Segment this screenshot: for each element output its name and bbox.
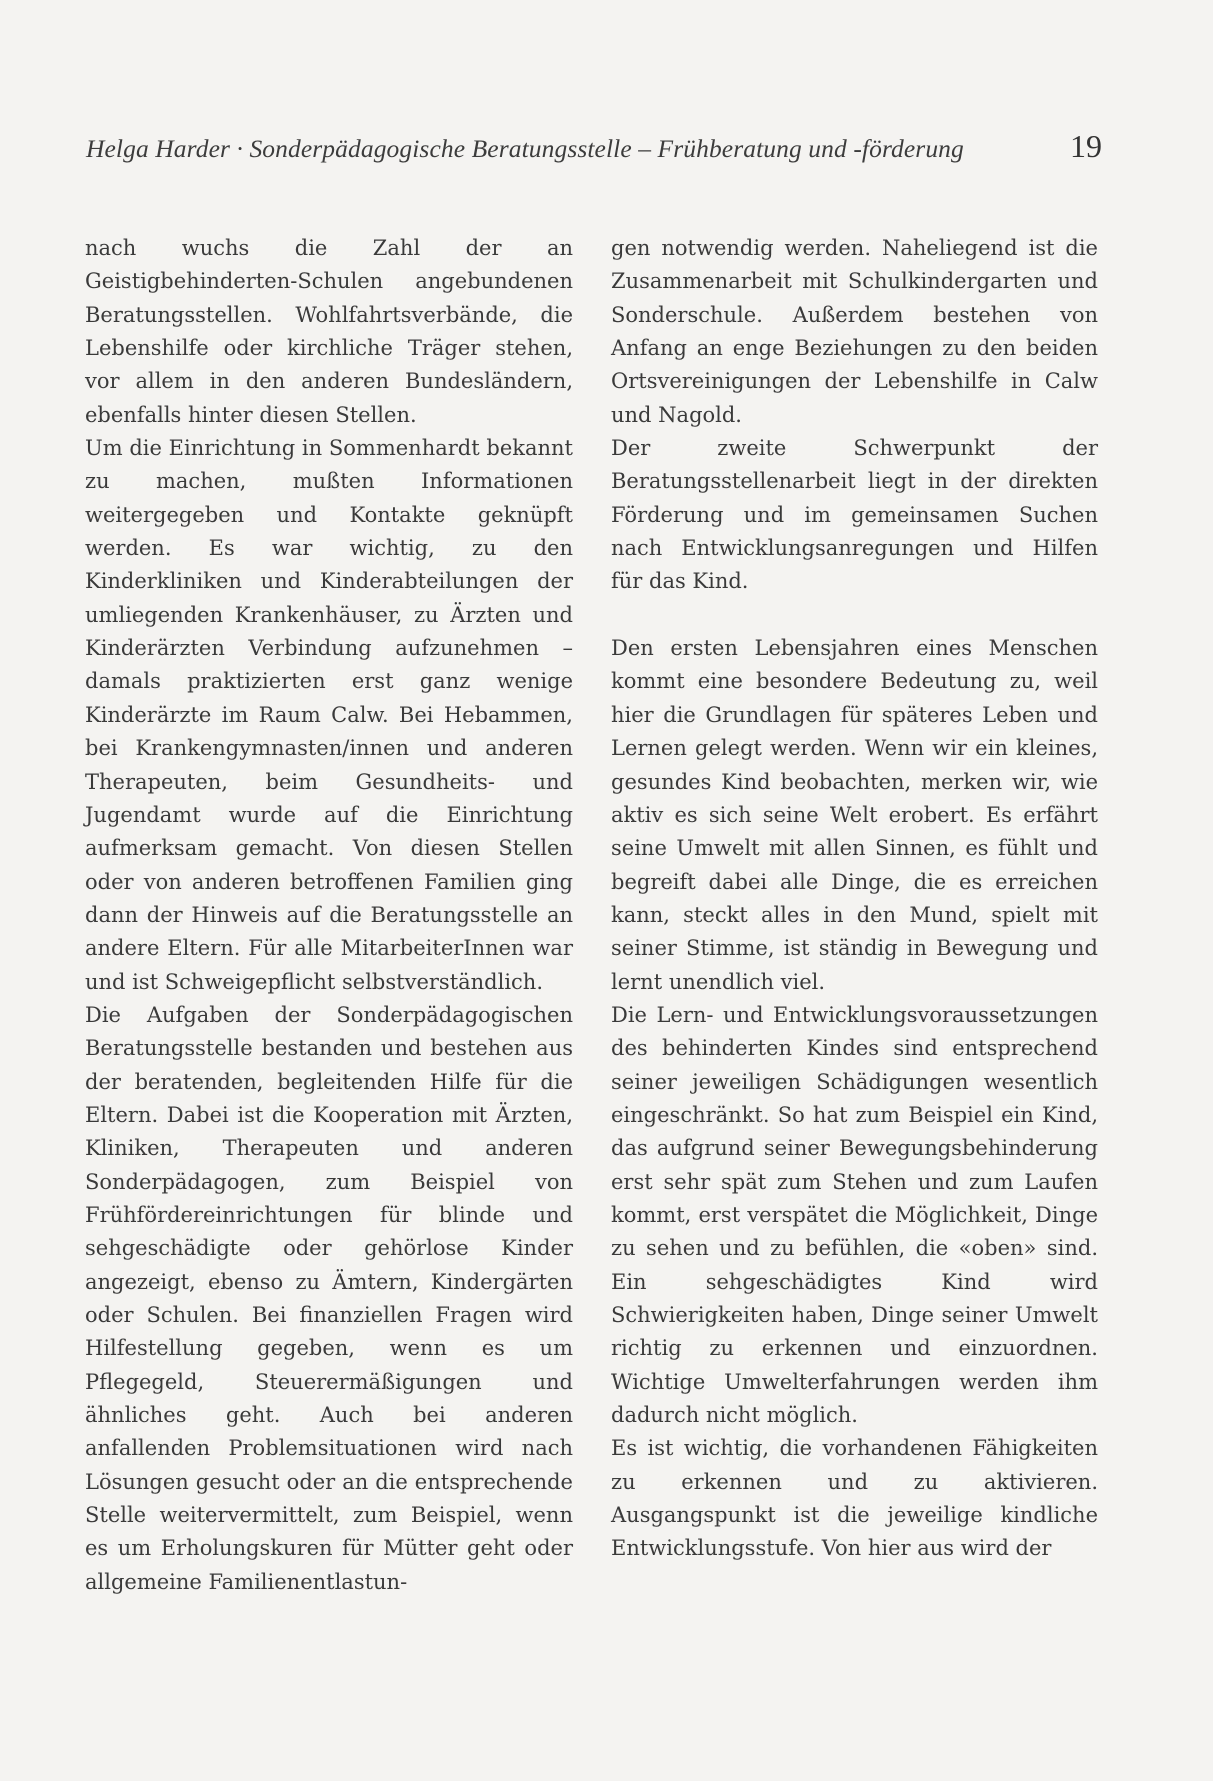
right-paragraph-5: Es ist wichtig, die vorhandenen Fähigkeiten zu erkennen und zu aktivieren. Ausgangspunkt ist die jeweilige kindliche Entwicklungsstufe. Von hier aus wird der [611,1436,1098,1561]
left-paragraph-2: Um die Einrichtung in Sommenhardt bekannt zu machen, mußten Informationen weitergegeben und Kontakte geknüpft werden. Es war wichtig, zu den Kinderkliniken und Kinderabteilungen der umliegenden Krankenhäuser, zu Ärzten und Kinderärzten Verbindung aufzunehmen – damals praktizierten erst ganz wenige Kinderärzte im Raum Calw. Bei Hebammen, bei Krankengymnasten/innen und anderen Therapeuten, beim Gesundheits- und Jugendamt wurde auf die Einrichtung aufmerksam gemacht. Von diesen Stellen oder von anderen betroffenen Familien ging dann der Hinweis auf die Beratungsstelle an andere Eltern. Für alle MitarbeiterInnen war und ist Schweigepflicht selbstverständlich. [85,436,573,994]
right-paragraph-4: Die Lern- und Entwicklungsvoraussetzungen des behinderten Kindes sind entsprechend seiner jeweiligen Schädigungen wesentlich eingeschränkt. So hat zum Beispiel ein Kind, das aufgrund seiner Bewegungsbehinderung erst sehr spät zum Stehen und zum Laufen kommt, erst verspätet die Möglichkeit, Dinge zu sehen und zu befühlen, die «oben» sind. Ein sehgeschädigtes Kind wird Schwierigkeiten haben, Dinge seiner Umwelt richtig zu erkennen und einzuordnen. Wichtige Umwelterfahrungen werden ihm dadurch nicht möglich. [611,1002,1098,1428]
left-paragraph-1: nach wuchs die Zahl der an Geistigbehinderten-Schulen angebundenen Beratungsstellen. Wohlfahrtsverbände, die Lebenshilfe oder kirchliche Träger stehen, vor allem in den anderen Bundesländern, ebenfalls hinter diesen Stellen. [85,236,573,427]
header-title: Helga Harder · Sonderpädagogische Beratungsstelle – Frühberatung und -förderung [86,134,964,163]
left-column [85,232,573,1599]
right-paragraph-3: Den ersten Lebensjahren eines Menschen kommt eine besondere Bedeutung zu, weil hier die Grundlagen für späteres Leben und Lernen gelegt werden. Wenn wir ein kleines, gesundes Kind beobachten, merken wir, wie aktiv es sich seine Welt erobert. Es erfährt seine Umwelt mit allen Sinnen, es fühlt und begreift dabei alle Dinge, die es erreichen kann, steckt alles in den Mund, spielt mit seiner Stimme, ist ständig in Bewegung und lernt unendlich viel. [611,636,1098,994]
right-column [611,232,1098,1566]
running-header [86,128,1102,172]
left-paragraph-3: Die Aufgaben der Sonderpädagogischen Beratungsstelle bestanden und bestehen aus der beratenden, begleitenden Hilfe für die Eltern. Dabei ist die Kooperation mit Ärzten, Kliniken, Therapeuten und anderen Sonderpädagogen, zum Beispiel von Frühfördereinrichtungen für blinde und sehgeschädigte oder gehörlose Kinder angezeigt, ebenso zu Ämtern, Kindergärten oder Schulen. Bei finanziellen Fragen wird Hilfestellung gegeben, wenn es um Pflegegeld, Steuerermäßigungen und ähnliches geht. Auch bei anderen anfallenden Problemsituationen wird nach Lösungen gesucht oder an die entsprechende Stelle weitervermittelt, zum Beispiel, wenn es um Erholungskuren für Mütter geht oder allgemeine Familienentlastun- [85,1002,573,1594]
page-number: 19 [1070,128,1102,164]
right-paragraph-2: Der zweite Schwerpunkt der Beratungsstellenarbeit liegt in der direkten Förderung und im gemeinsamen Suchen nach Entwicklungsanregungen und Hilfen für das Kind. [611,436,1098,594]
right-paragraph-1: gen notwendig werden. Naheliegend ist die Zusammenarbeit mit Schulkindergarten und Sonderschule. Außerdem bestehen von Anfang an enge Beziehungen zu den beiden Ortsvereinigungen der Lebenshilfe in Calw und Nagold. [611,236,1098,427]
